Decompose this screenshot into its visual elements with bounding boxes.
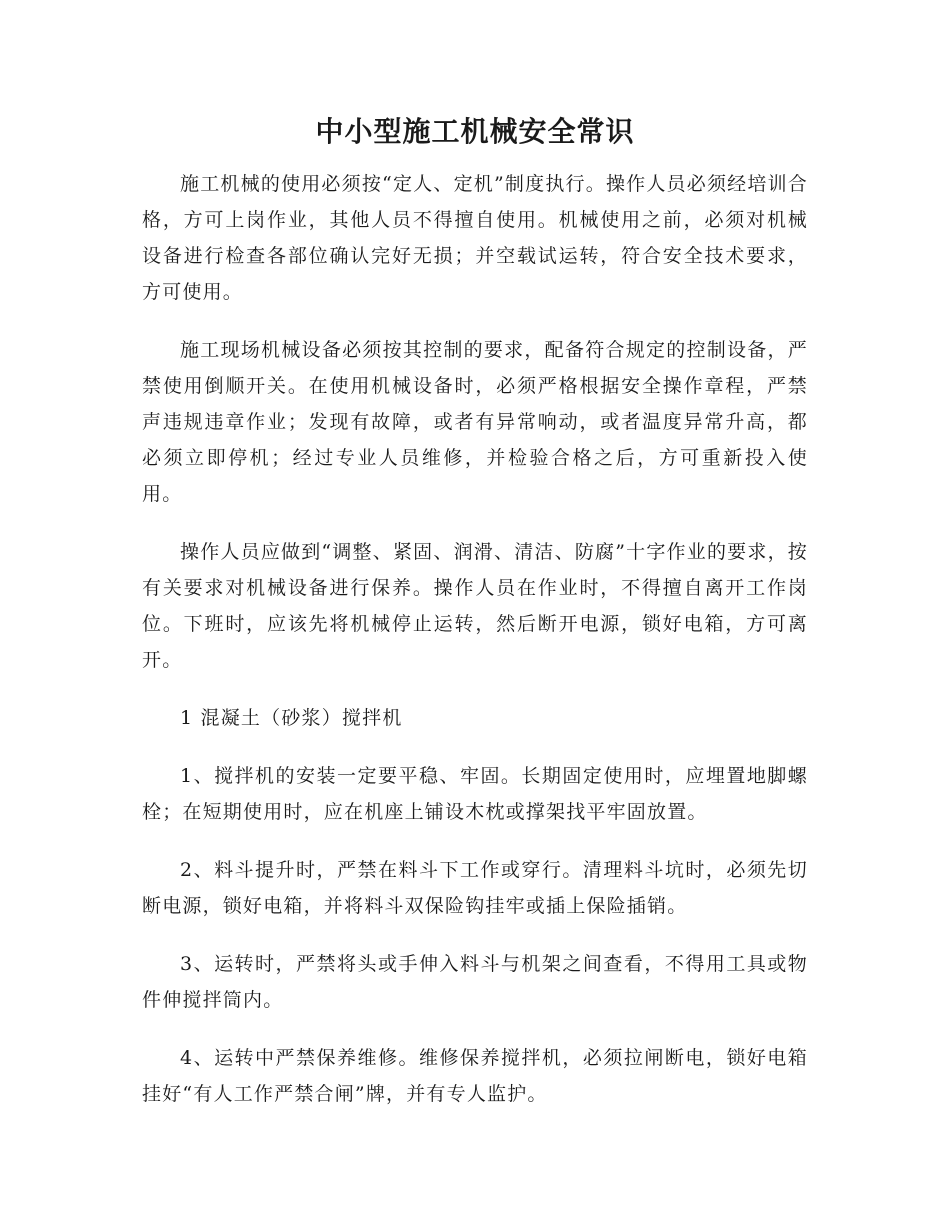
paragraph-2: 施工现场机械设备必须按其控制的要求，配备符合规定的控制设备，严禁使用倒顺开关。在使用机械设备时，必须严格根据安全操作章程，严禁声违规违章作业；发现有故障，或者有异常响动，或者温度异常升高，都必须立即停机；经过专业人员维修，并检验合格之后，方可重新投入使用。 <box>142 339 808 505</box>
paragraph-3: 操作人员应做到“调整、紧固、润滑、清洁、防腐”十字作业的要求，按有关要求对机械设备进行保养。操作人员在作业时，不得擅自离开工作岗位。下班时，应该先将机械停止运转，然后断开电源，锁好电箱，方可离开。 <box>142 541 808 671</box>
list-item-4: 4、运转中严禁保养维修。维修保养搅拌机，必须拉闸断电，锁好电箱挂好“有人工作严禁合闸”牌，并有专人监护。 <box>142 1047 808 1105</box>
section-heading: 1 混凝土（砂浆）搅拌机 <box>180 707 403 729</box>
list-item-2: 2、料斗提升时，严禁在料斗下工作或穿行。清理料斗坑时，必须先切断电源，锁好电箱，并将料斗双保险钩挂牢或插上保险插销。 <box>142 859 808 917</box>
document-body <box>142 166 808 1134</box>
document-title: 中小型施工机械安全常识 <box>315 115 635 148</box>
paragraph-1: 施工机械的使用必须按“定人、定机”制度执行。操作人员必须经培训合格，方可上岗作业，其他人员不得擅自使用。机械使用之前，必须对机械设备进行检查各部位确认完好无损；并空载试运转，符合安全技术要求，方可使用。 <box>142 173 808 303</box>
list-item-1: 1、搅拌机的安装一定要平稳、牢固。长期固定使用时，应埋置地脚螺栓；在短期使用时，应在机座上铺设木枕或撑架找平牢固放置。 <box>142 765 808 823</box>
list-item-3: 3、运转时，严禁将头或手伸入料斗与机架之间查看，不得用工具或物件伸搅拌筒内。 <box>142 953 808 1011</box>
